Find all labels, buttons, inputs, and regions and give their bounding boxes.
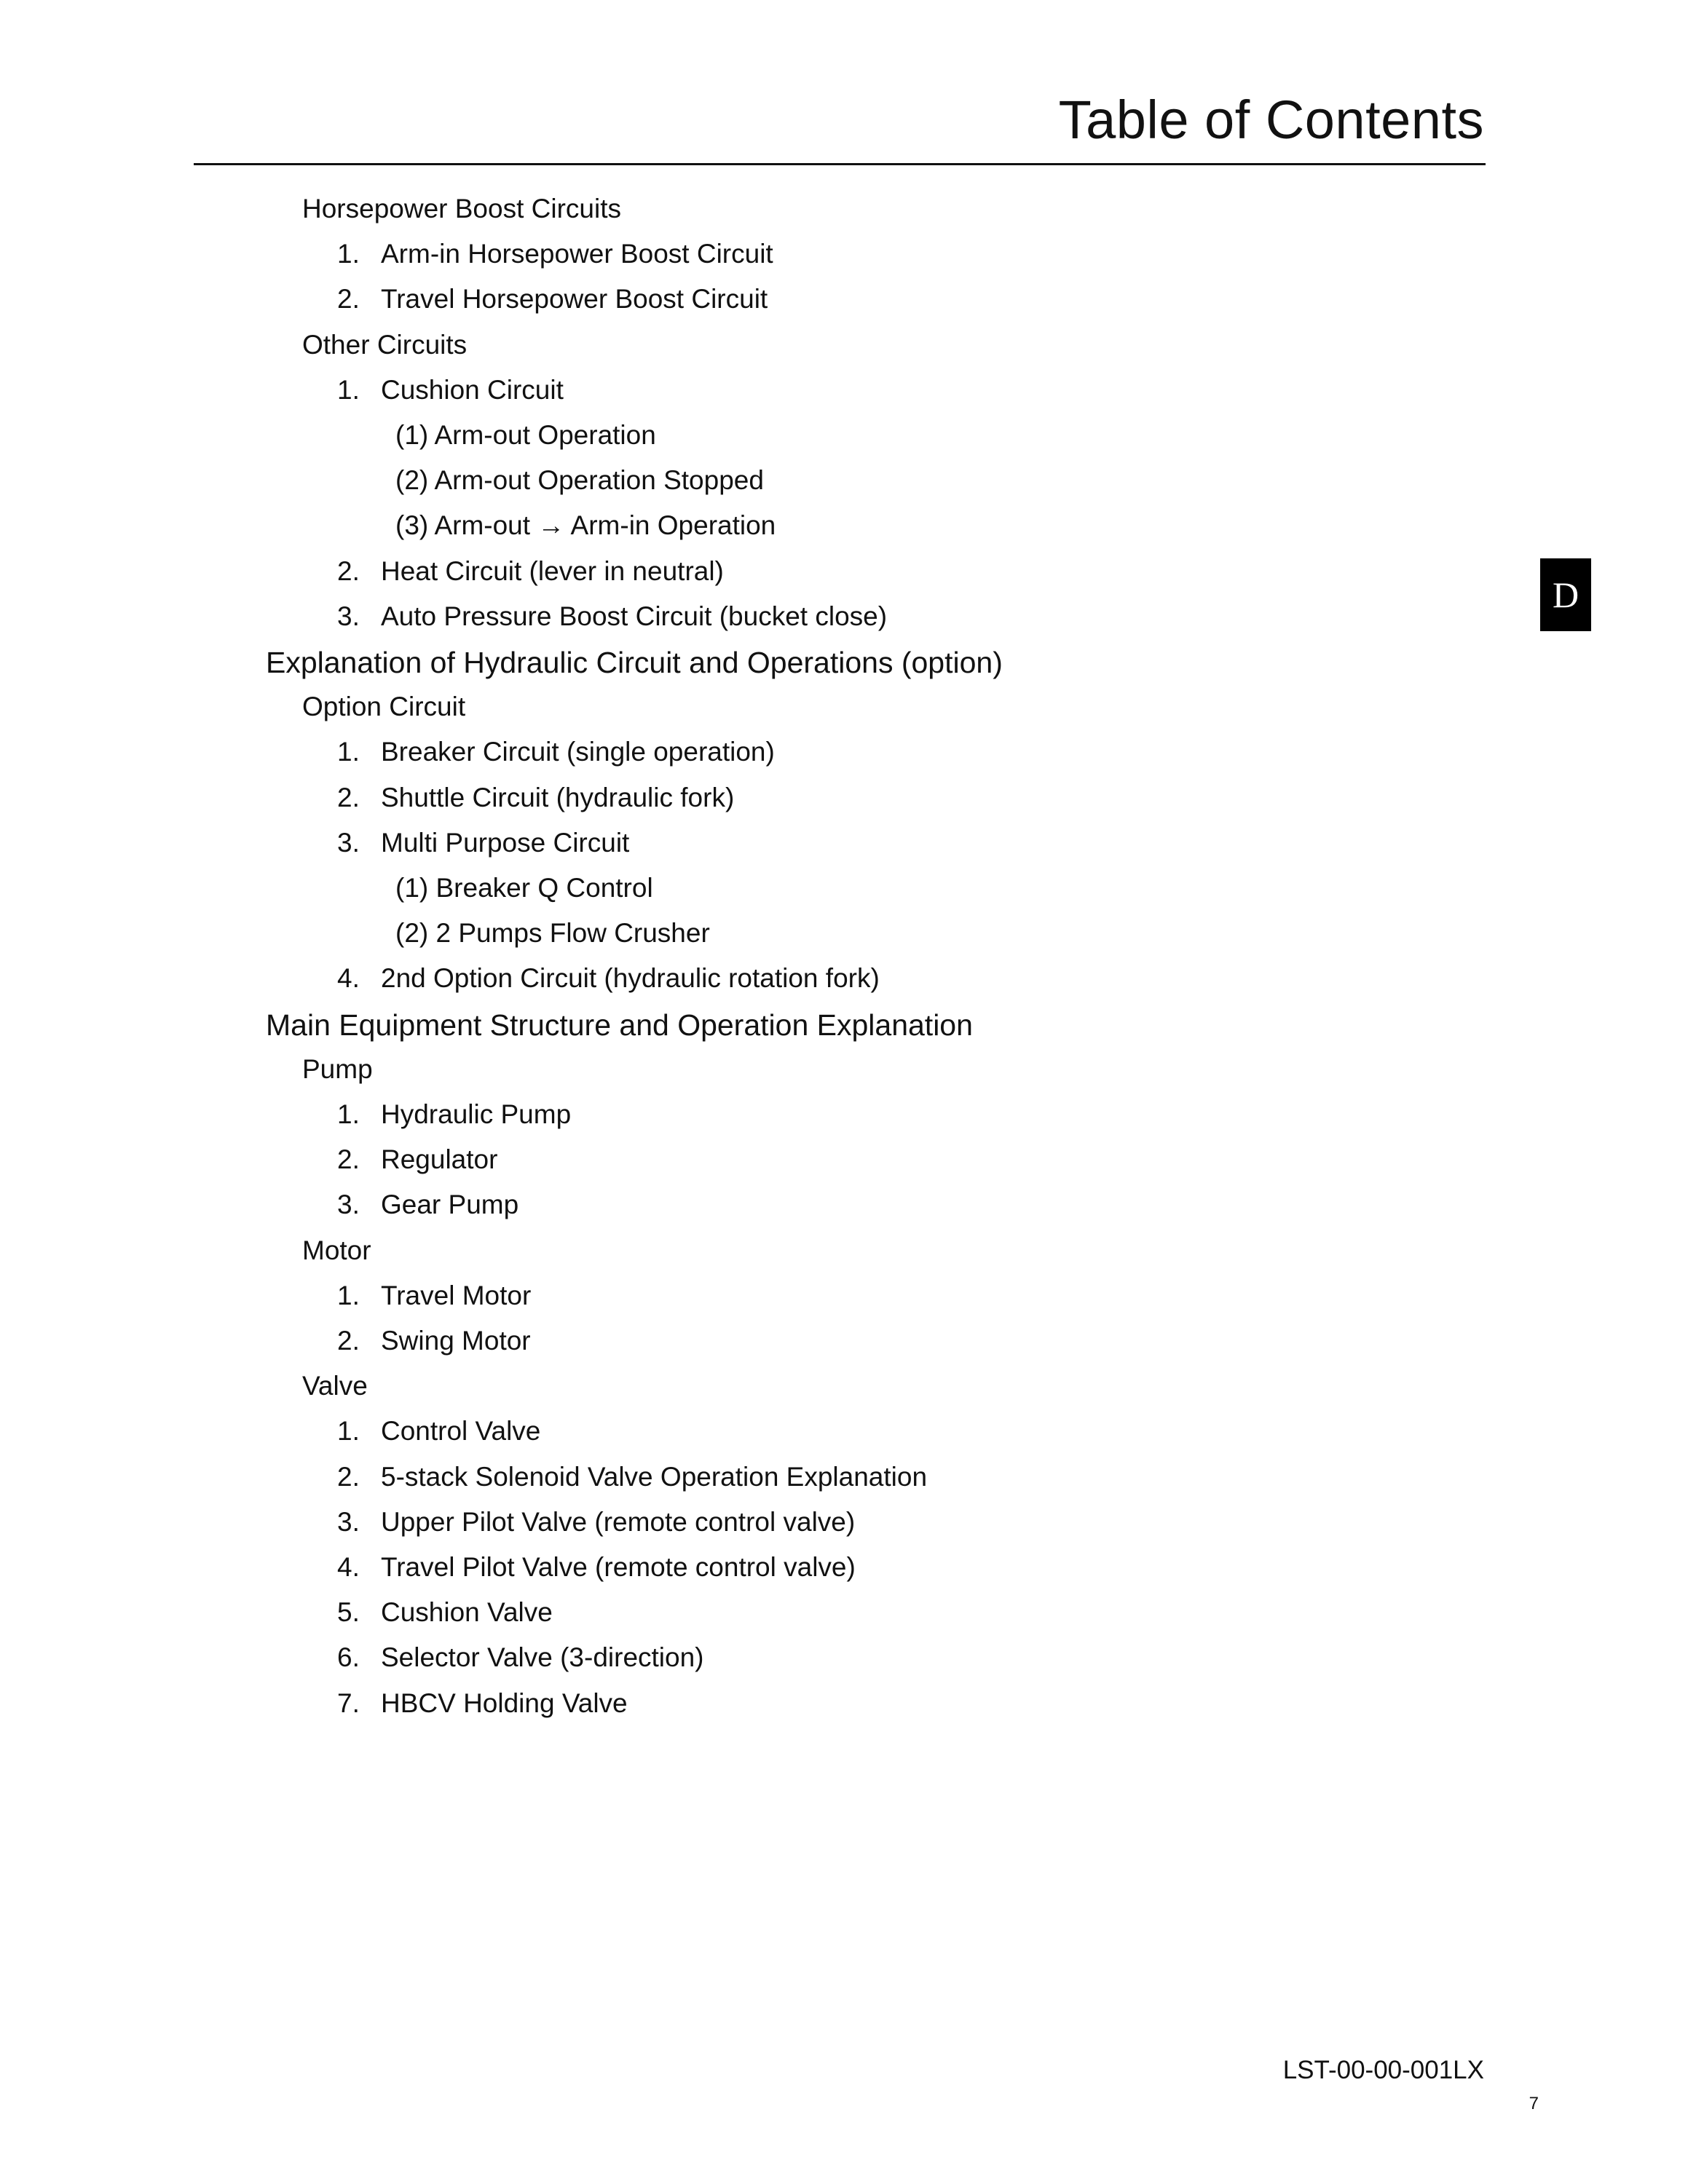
toc-item[interactable] — [337, 603, 887, 630]
toc-item-label: Swing Motor — [381, 1326, 531, 1356]
toc-item[interactable] — [337, 1101, 571, 1128]
toc-chapter[interactable] — [266, 1010, 973, 1040]
toc-item[interactable] — [337, 829, 629, 856]
toc-item-label: Auto Pressure Boost Circuit (bucket close) — [381, 601, 888, 631]
toc-item-number: 1. — [337, 1416, 360, 1446]
toc-item-label: (3) Arm-out → Arm-in Operation — [395, 510, 776, 540]
toc-item[interactable] — [337, 1508, 855, 1535]
toc-chapter[interactable] — [266, 648, 1003, 678]
toc-item-label: 2nd Option Circuit (hydraulic rotation fork) — [381, 963, 880, 993]
toc-item-number: 7. — [337, 1688, 360, 1718]
toc-item-label: (2) Arm-out Operation Stopped — [395, 465, 764, 495]
toc-item-label: Motor — [302, 1235, 371, 1265]
toc-item-label: Hydraulic Pump — [381, 1099, 572, 1129]
toc-item-number: 4. — [337, 963, 360, 993]
toc-item[interactable] — [337, 1327, 531, 1354]
toc-item-number: 3. — [337, 828, 360, 858]
toc-item-label: Other Circuits — [302, 330, 468, 360]
toc-item-label: Gear Pump — [381, 1190, 519, 1219]
page-number: 7 — [1529, 2094, 1539, 2113]
toc-item[interactable] — [337, 1690, 628, 1717]
toc-item-label: Breaker Circuit (single operation) — [381, 737, 775, 767]
toc-item-label: Horsepower Boost Circuits — [302, 194, 621, 223]
toc-item[interactable] — [337, 1146, 497, 1173]
toc-item[interactable] — [337, 558, 724, 585]
toc-item[interactable] — [395, 467, 764, 494]
toc-item-label: Travel Motor — [381, 1281, 532, 1310]
toc-item-label: HBCV Holding Valve — [381, 1688, 628, 1718]
toc-item[interactable] — [337, 1599, 553, 1626]
toc-item[interactable] — [337, 1191, 518, 1218]
toc-item-number: 1. — [337, 375, 360, 405]
toc-item-label: Upper Pilot Valve (remote control valve) — [381, 1507, 856, 1537]
toc-item-label: Option Circuit — [302, 692, 466, 721]
toc-item-label: Travel Pilot Valve (remote control valve) — [381, 1552, 856, 1582]
toc-item[interactable] — [337, 1644, 704, 1671]
toc-item[interactable] — [337, 1463, 927, 1490]
toc-item-label: 5-stack Solenoid Valve Operation Explanation — [381, 1462, 928, 1492]
toc-item-label: Control Valve — [381, 1416, 541, 1446]
toc-item-number: 3. — [337, 1190, 360, 1219]
toc-item-number: 1. — [337, 239, 360, 269]
toc-item-number: 3. — [337, 601, 360, 631]
toc-item-label: Cushion Circuit — [381, 375, 564, 405]
toc-item-label: Heat Circuit (lever in neutral) — [381, 556, 724, 586]
toc-item-number: 5. — [337, 1597, 360, 1627]
toc-item[interactable] — [395, 874, 653, 901]
toc-item-number: 6. — [337, 1642, 360, 1672]
toc-item-number: 2. — [337, 1462, 360, 1492]
toc-item-number: 1. — [337, 737, 360, 767]
toc-item-label: Shuttle Circuit (hydraulic fork) — [381, 783, 735, 812]
toc-item-label: Travel Horsepower Boost Circuit — [381, 284, 768, 314]
toc-item-number: 4. — [337, 1552, 360, 1582]
toc-section[interactable] — [302, 195, 621, 222]
toc-item[interactable] — [337, 240, 773, 267]
toc-item-number: 2. — [337, 1326, 360, 1356]
toc-section[interactable] — [302, 693, 465, 720]
toc-item-label: (1) Arm-out Operation — [395, 420, 656, 450]
toc-section[interactable] — [302, 1237, 371, 1264]
toc-item-number: 2. — [337, 1144, 360, 1174]
toc-item[interactable] — [337, 285, 768, 312]
toc-item-label: (2) 2 Pumps Flow Crusher — [395, 918, 710, 948]
toc-item-label: Selector Valve (3-direction) — [381, 1642, 704, 1672]
page-title: Table of Contents — [1058, 90, 1484, 150]
toc-item-label: Arm-in Horsepower Boost Circuit — [381, 239, 773, 269]
toc-item[interactable] — [337, 965, 880, 992]
toc-item[interactable] — [395, 919, 710, 946]
toc-item-label: Multi Purpose Circuit — [381, 828, 630, 858]
toc-section[interactable] — [302, 1056, 373, 1083]
toc-item-label: Valve — [302, 1371, 368, 1401]
toc-item-number: 2. — [337, 556, 360, 586]
toc-item[interactable] — [337, 1554, 856, 1580]
toc-item-number: 2. — [337, 284, 360, 314]
toc-item[interactable] — [395, 512, 776, 539]
toc-item-number: 2. — [337, 783, 360, 812]
toc-item-label: Cushion Valve — [381, 1597, 553, 1627]
toc-item[interactable] — [337, 738, 775, 765]
toc-item[interactable] — [395, 422, 656, 448]
toc-item[interactable] — [337, 784, 734, 811]
toc-item-number: 3. — [337, 1507, 360, 1537]
toc-item-label: (1) Breaker Q Control — [395, 873, 653, 903]
toc-item-label: Main Equipment Structure and Operation Explanation — [266, 1008, 973, 1042]
toc-item[interactable] — [337, 1282, 531, 1309]
toc-section[interactable] — [302, 331, 467, 358]
document-code: LST-00-00-001LX — [1282, 2056, 1484, 2084]
toc-item-number: 1. — [337, 1281, 360, 1310]
toc-item-label: Explanation of Hydraulic Circuit and Operations (option) — [266, 646, 1003, 679]
toc-item-number: 1. — [337, 1099, 360, 1129]
toc-item[interactable] — [337, 1417, 540, 1444]
toc-item[interactable] — [337, 376, 564, 403]
toc-item-label: Pump — [302, 1054, 373, 1084]
toc-section[interactable] — [302, 1372, 368, 1399]
section-tab-label: D — [1552, 574, 1579, 615]
toc-item-label: Regulator — [381, 1144, 498, 1174]
